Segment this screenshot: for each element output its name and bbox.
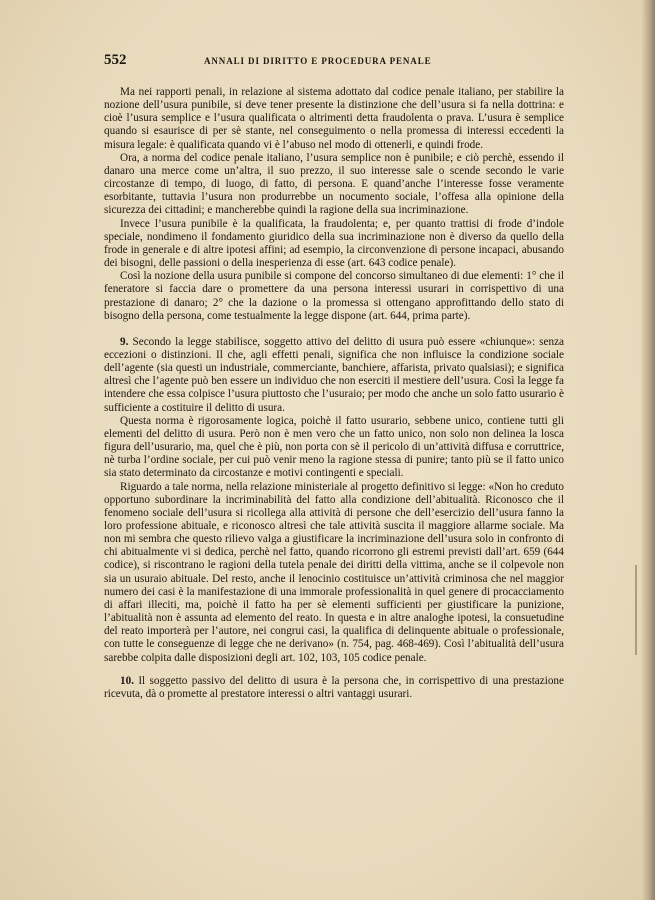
margin-mark xyxy=(635,565,637,655)
paragraph: Riguardo a tale norma, nella relazione ministeriale al progetto definitivo si legge: «Non ho creduto opportuno subordinare la incriminabilità del fatto alla condizione dell’abitualità. Riconosco che il fenomeno sociale dell’usura si ricollega alla attività di persone che dell’esercizio dell’usura fanno la loro professione abituale, e riconosco altresì che tale attività suscita il maggiore allarme sociale. Ma non mi sembra che questo rilievo valga a giustificare la incriminazione dell’usura solo in confronto di chi abitualmente vi si dedica, perchè nel fatto, quando ricorrono gli estremi previsti dall’art. 659 (644 codice), si riscontrano le ragioni della tutela penale dei diritti della vittima, anche se il colpevole non sia un usuraio abituale. Del resto, anche il lenocinio costituisce un’attività criminosa che nel maggior numero dei casi è la manifestazione di una immorale professionalità in quel genere di procacciamento di affari illeciti, ma, poichè il fatto ha per sè elementi sufficienti per giustificare la punizione, l’abitualità non è assunta ad elemento del reato. In questa e in altre analoghe ipotesi, la consuetudine del reato importerà per l’autore, nei congrui casi, la qualifica di delinquente abituale o professionale, con tutte le conseguenze di legge che ne derivano» (n. 754, pag. 468-469). Così l’abitualità dell’usura sarebbe colpita dalle disposizioni degli art. 102, 103, 105 codice penale. xyxy=(104,480,564,664)
page-number: 552 xyxy=(104,52,127,68)
paragraph: Invece l’usura punibile è la qualificata, la fraudolenta; e, per quanto trattisi di frode d’indole speciale, nondimeno il fondamento giuridico della sua incriminazione non è diverso da quello della frode in generale e di altre ipotesi affini; ad esempio, la circonvenzione di persone incapaci, abusando dei bisogni, delle passioni o della inesperienza di esse (art. 643 codice penale). xyxy=(104,217,564,270)
section-10-text: Il soggetto passivo del delitto di usura è la persona che, in corrispettivo di una prestazione ricevuta, dà o promette al prestatore interessi o altri vantaggi usurari. xyxy=(104,674,564,700)
running-title: ANNALI DI DIRITTO E PROCEDURA PENALE xyxy=(204,56,432,66)
section-9-paragraph xyxy=(104,336,564,415)
paragraph: Questa norma è rigorosamente logica, poichè il fatto usurario, sebbene unico, contiene tutti gli elementi del delitto di usura. Però non è men vero che un fatto unico, non solo non delinea la losca figura dell’usurario, ma, quel che è più, non porta con sè il pericolo di un’attività diffusa e corruttrice, nè turba l’ordine sociale, per cui può venir meno la ragione stessa di punire; tanto più se il fatto unico sia stato determinato da circostanze e motivi contingenti e speciali. xyxy=(104,414,564,480)
body-text xyxy=(104,86,564,701)
section-10-number: 10. xyxy=(120,674,134,687)
paragraph: Ma nei rapporti penali, in relazione al sistema adottato dal codice penale italiano, per stabilire la nozione dell’usura punibile, si deve tener presente la distinzione che dell’usura si fa nella dottrina: e cioè l’usura semplice e l’usura qualificata o altrimenti detta fraudolenta o prava. L’usura è semplice quando si esaurisce di per sè stante, nel conseguimento o nella promessa di interessi eccedenti la misura legale: è qualificata quando vi è l’abuso nel modo di ottenerli, e quindi frode. xyxy=(104,86,564,151)
section-9-text: Secondo la legge stabilisce, soggetto attivo del delitto di usura può essere «chiunque»: senza eccezioni o distinzioni. Il che, agli effetti penali, significa che non influisce la condizione sociale dell’agente (sia questi un industriale, commerciante, banchiere, affarista, privato qualsiasi); e significa altresì che l’agente può ben essere un individuo che non eserciti il mestiere dell’usura. Così la legge fa intendere che essa colpisce l’usura piuttosto che l’usuraio; per modo che anche un solo fatto usurario è sufficiente a costituire il delitto di usura. xyxy=(104,335,564,414)
page-edge-shadow xyxy=(641,0,655,900)
paragraph: Ora, a norma del codice penale italiano, l’usura semplice non è punibile; e ciò perchè, essendo il danaro una merce come un’altra, il suo prezzo, il suo interesse sale o scende secondo le varie circostanze di tempo, di luogo, di fatto, di persona. E quand’anche l’interesse fosse veramente esorbitante, tuttavia l’usura non produrrebbe un nocumento sociale, l’offesa alla opinione della sicurezza dei cittadini; e mancherebbe quindi la ragione della sua incriminazione. xyxy=(104,151,564,217)
page-header xyxy=(104,52,554,70)
section-9-number: 9. xyxy=(120,335,129,348)
paragraph: Così la nozione della usura punibile si compone del concorso simultaneo di due elementi: 1° che il feneratore si faccia dare o promettere da una persona interessi usurari in corrispettivo di una prestazione di danaro; 2° che la dazione o la promessa si ottengano approfittando dello stato di bisogno della persona, come testualmente la legge dispone (art. 644, prima parte). xyxy=(104,270,564,322)
section-10-paragraph xyxy=(104,675,564,701)
